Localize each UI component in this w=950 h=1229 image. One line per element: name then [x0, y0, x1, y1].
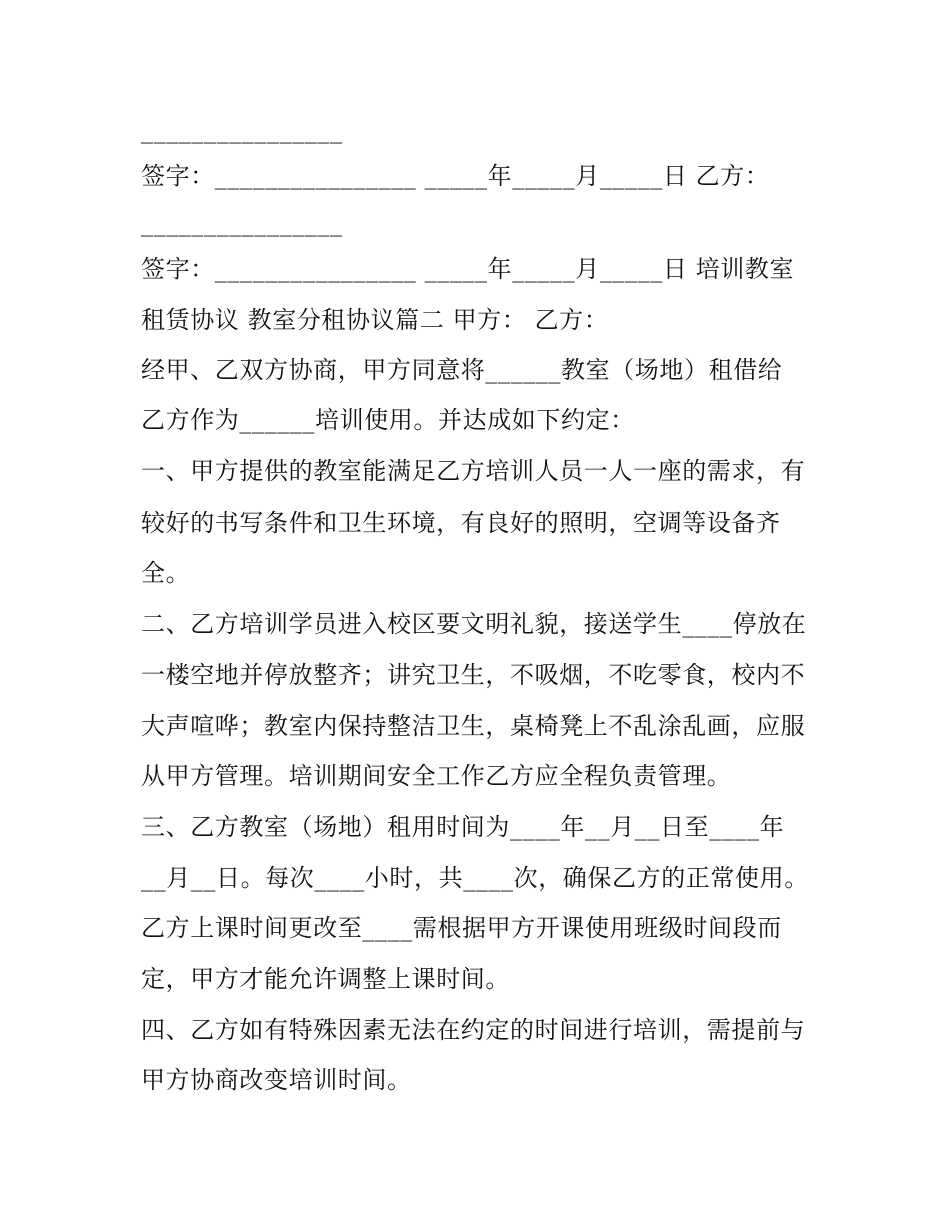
clause-2-line: 从甲方管理。培训期间安全工作乙方应全程负责管理。 [141, 762, 732, 790]
clause-3-line: 定，甲方才能允许调整上课时间。 [141, 965, 510, 993]
paragraph-line: 乙方作为______培训使用。并达成如下约定： [141, 406, 635, 434]
signature-blank-line: ________________ [141, 116, 343, 144]
clause-3-line: __月__日。每次____小时，共____次，确保乙方的正常使用。 [141, 864, 809, 892]
clause-1-line: 全。 [141, 559, 191, 587]
clause-2-line: 一楼空地并停放整齐；讲究卫生，不吸烟，不吃零食，校内不 [141, 661, 806, 689]
clause-2-line: 二、乙方培训学员进入校区要文明礼貌，接送学生____停放在 [141, 610, 807, 638]
clause-3-line: 三、乙方教室（场地）租用时间为____年__月__日至____年 [141, 813, 785, 841]
clause-4-line: 甲方协商改变培训时间。 [141, 1066, 412, 1094]
clause-1-line: 较好的书写条件和卫生环境，有良好的照明，空调等设备齐 [141, 509, 781, 537]
clause-2-line: 大声喧哗；教室内保持整洁卫生，桌椅凳上不乱涂乱画，应服 [141, 712, 806, 740]
clause-4-line: 四、乙方如有特殊因素无法在约定的时间进行培训，需提前与 [141, 1016, 806, 1044]
clause-1-line: 一、甲方提供的教室能满足乙方培训人员一人一座的需求，有 [141, 457, 806, 485]
clause-3-line: 乙方上课时间更改至____需根据甲方开课使用班级时间段而 [141, 914, 782, 942]
paragraph-line: 经甲、乙双方协商，甲方同意将______教室（场地）租借给 [141, 356, 783, 384]
section-title-line: 租赁协议 教室分租协议篇二 甲方： 乙方： [141, 306, 609, 334]
signature-date-line-party-a: 签字：________________ _____年_____月_____日 乙方： [141, 162, 770, 190]
signature-blank-line: ________________ [141, 209, 343, 237]
signature-date-line-party-b: 签字：________________ _____年_____月_____日 培训教室 [141, 255, 795, 283]
